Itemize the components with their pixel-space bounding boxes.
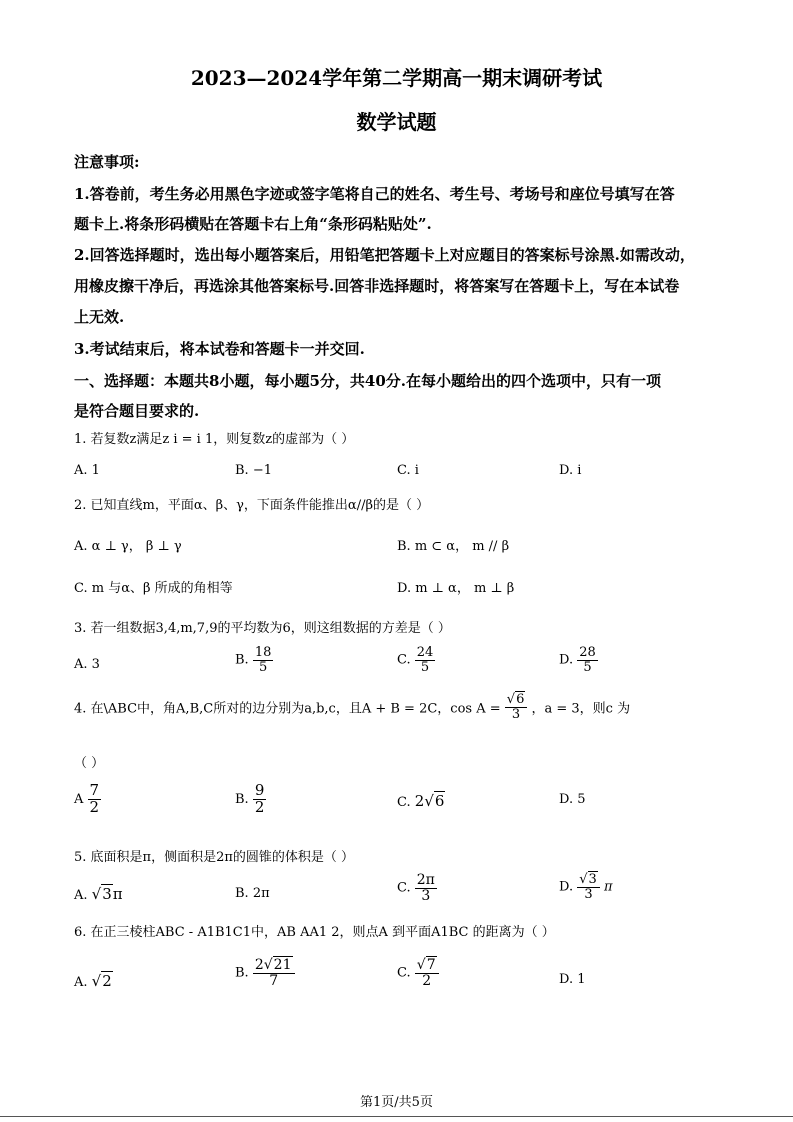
option-c [397,646,435,674]
option-label: B. [235,791,249,807]
coefficient: 2 [254,957,264,973]
numerator: 18 [254,645,272,660]
stem-text: ，a = 3，则c 为 [531,701,631,717]
option-label: C. [397,880,411,896]
question-stem: 3. 若一组数据3,4,m,7,9的平均数为6，则这组数据的方差是（ ） [74,621,451,636]
numerator: 2π [416,872,435,888]
option-b: B. m ⊂ α， m // β [397,539,510,554]
fraction [505,693,528,721]
notice-line: 题卡上.将条形码横贴在答题卡右上角“条形码粘贴处”. [74,215,432,233]
exam-title: 2023—2024学年第二学期高一期末调研考试 [190,66,603,90]
option-b: B. −1 [235,463,272,478]
fraction [253,646,274,674]
denominator: 2 [254,797,265,816]
numerator: 7 [89,781,100,799]
option-b: B. 2π [235,886,270,901]
numerator: √3 [577,873,600,888]
option-a: A. 1 [74,463,100,478]
option-a [74,783,101,816]
radical-expression: 2√6 [414,792,445,810]
radicand: 2 [102,972,112,990]
fraction [415,646,436,674]
question-stem: 6. 在正三棱柱ABC - A1B1C1中，AB AA1 2，则点A 到平面A1BC 的距离为（ ） [74,925,555,940]
notice-line: 2.回答选择题时，选出每小题答案后，用铅笔把答题卡上对应题目的答案标号涂黑.如需改动， [74,246,695,264]
numerator: 24 [416,645,434,660]
option-a [74,972,113,990]
fraction [415,873,437,903]
option-b [235,958,295,988]
denominator: 3 [584,886,593,902]
option-d: D. i [559,463,582,478]
option-d: D. 5 [559,792,586,807]
option-label: A [74,791,84,807]
fraction [415,958,439,988]
pi-symbol: π [112,885,123,903]
denominator: 5 [258,659,268,675]
option-a: A. α ⊥ γ， β ⊥ γ [74,539,182,554]
bottom-rule [0,1116,793,1117]
option-d: D. m ⊥ α， m ⊥ β [397,581,515,596]
denominator: 7 [269,972,279,989]
question-stem: 2. 已知直线m，平面α、β、γ，下面条件能推出α//β的是（ ） [74,498,430,513]
numerator: √7 [415,958,439,974]
option-d [559,646,598,674]
option-label: B. [235,965,249,981]
option-label: C. [397,965,411,981]
fraction [577,873,600,901]
option-c: C. i [397,463,419,478]
notice-line: 上无效. [74,308,125,326]
coefficient: 2 [414,792,425,810]
option-a [74,885,123,903]
radicand: 6 [516,692,525,707]
stem-text: 4. 在\ABC中，角A,B,C所对的边分别为a,b,c，且A + B = 2C，cos A = [74,701,501,717]
radicand: 6 [434,792,445,810]
numerator: 2√21 [253,958,295,974]
fraction [577,646,598,674]
notice-line: 1.答卷前，考生务必用黑色字迹或签字笔将自己的姓名、考生号、考场号和座位号填写在答 [74,185,675,203]
notice-line: 用橡皮擦干净后，再选涂其他答案标号.回答非选择题时，将答案写在答题卡上，写在本试卷 [74,277,680,295]
exam-subtitle: 数学试题 [356,110,437,134]
fraction [253,783,267,816]
numerator: 28 [579,645,596,660]
option-d: D. 1 [559,972,586,987]
option-c: C. m 与α、β 所成的角相等 [74,581,233,596]
numerator: √6 [505,693,528,708]
notice-line: 3.考试结束后，将本试卷和答题卡一并交回. [74,340,365,358]
option-b [235,783,266,816]
pi-symbol: π [603,879,613,895]
numerator: 9 [254,781,265,799]
denominator: 2 [89,797,100,816]
fraction [253,958,295,988]
option-label: A. [74,888,88,903]
page-footer: 第1页/共5页 [360,1095,433,1110]
option-b [235,646,273,674]
radicand: 21 [273,957,292,973]
question-stem: 5. 底面积是π，侧面积是2π的圆锥的体积是（ ） [74,850,355,865]
denominator: 2 [422,972,432,989]
option-a: A. 3 [74,657,100,672]
option-label: D. [559,879,574,895]
radicand: 7 [426,957,436,973]
radicand: 3 [588,872,597,887]
option-label: B. [235,652,249,668]
option-label: C. [397,795,411,810]
denominator: 3 [421,887,431,904]
option-label: A. [74,975,88,990]
radicand: 3 [102,885,112,903]
fraction [88,783,102,816]
denominator: 3 [511,706,521,722]
option-label: C. [397,652,411,668]
section-heading-cont: 是符合题目要求的. [74,402,200,420]
option-c [397,873,437,903]
section-heading: 一、选择题：本题共8小题，每小题5分，共40分.在每小题给出的四个选项中，只有一项 [74,372,661,390]
denominator: 5 [583,659,592,675]
denominator: 5 [420,659,430,675]
answer-paren: （ ） [74,756,105,771]
option-c [397,958,439,988]
option-c [397,792,445,810]
option-d [559,873,613,901]
radical-expression: √3π [91,885,123,903]
question-stem [74,693,630,721]
option-label: D. [559,652,574,668]
question-stem: 1. 若复数z满足z i = i 1，则复数z的虚部为（ ） [74,432,355,447]
notice-heading: 注意事项: [74,153,140,171]
radical-expression: √2 [91,972,112,990]
